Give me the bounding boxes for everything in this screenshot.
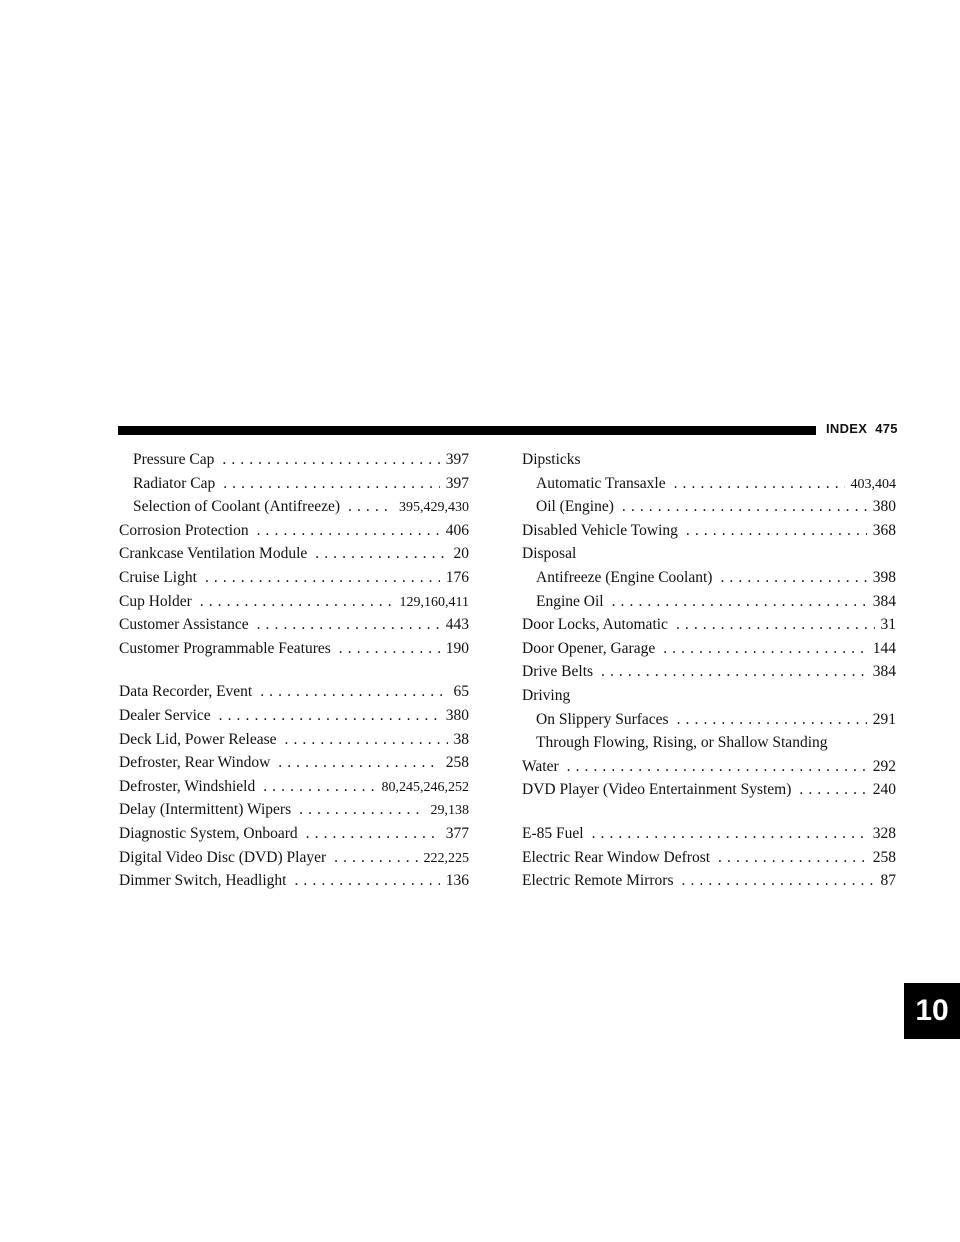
entry-page-ref: 291: [872, 710, 896, 728]
dot-leader: [348, 498, 393, 516]
header-page-number: 475: [875, 421, 898, 436]
entry-label: DVD Player (Video Entertainment System): [522, 781, 792, 799]
index-entry: [119, 849, 469, 873]
entry-page-ref: 38: [453, 730, 469, 748]
chapter-tab: 10: [904, 983, 960, 1039]
index-entry: [119, 498, 469, 522]
index-entry: [522, 758, 896, 782]
entry-label: Selection of Coolant (Antifreeze): [133, 498, 341, 516]
index-heading: Through Flowing, Rising, or Shallow Standing: [536, 734, 828, 752]
entry-label: Electric Rear Window Defrost: [522, 848, 711, 866]
entry-label: E-85 Fuel: [522, 824, 584, 842]
entry-page-ref: 80,245,246,252: [381, 779, 469, 795]
index-entry: [522, 825, 896, 849]
dot-leader: [260, 683, 447, 701]
entry-page-ref: 129,160,411: [399, 594, 469, 610]
entry-page-ref: 368: [872, 521, 896, 539]
entry-label: Crankcase Ventilation Module: [119, 545, 308, 563]
dot-leader: [592, 825, 867, 843]
dot-leader: [718, 849, 867, 867]
dot-leader: [200, 593, 394, 611]
dot-leader: [682, 872, 875, 890]
entry-label: Disabled Vehicle Towing: [522, 521, 678, 539]
entry-page-ref: 258: [872, 848, 896, 866]
dot-leader: [285, 731, 448, 749]
entry-page-ref: 443: [445, 616, 469, 634]
entry-page-ref: 65: [453, 683, 469, 701]
index-entry: [119, 451, 469, 475]
index-entry: [522, 849, 896, 873]
entry-page-ref: 87: [880, 872, 896, 890]
entry-page-ref: 292: [872, 757, 896, 775]
index-column-right: [522, 451, 896, 896]
dot-leader: [315, 545, 447, 563]
index-entry: [119, 522, 469, 546]
entry-label: Drive Belts: [522, 663, 594, 681]
entry-page-ref: 29,138: [430, 803, 469, 819]
entry-label: Water: [522, 757, 559, 775]
dot-leader: [278, 754, 439, 772]
entry-page-ref: 222,225: [423, 850, 469, 866]
entry-page-ref: 240: [872, 781, 896, 799]
entry-label: Radiator Cap: [133, 474, 216, 492]
index-entry: [522, 498, 896, 522]
entry-label: Door Opener, Garage: [522, 639, 656, 657]
entry-page-ref: 31: [880, 616, 896, 634]
index-entry: [522, 663, 896, 687]
index-entry: [522, 569, 896, 593]
dot-leader: [622, 498, 867, 516]
index-entry: [522, 640, 896, 664]
entry-label: Engine Oil: [536, 592, 604, 610]
dot-leader: [223, 475, 440, 493]
index-entry: [522, 475, 896, 499]
index-entry: [119, 593, 469, 617]
index-entry: [119, 640, 469, 664]
dot-leader: [219, 707, 440, 725]
entry-page-ref: 397: [445, 474, 469, 492]
entry-page-ref: 328: [872, 824, 896, 842]
dot-leader: [339, 640, 440, 658]
entry-page-ref: 176: [445, 568, 469, 586]
entry-page-ref: 144: [872, 639, 896, 657]
index-entry: [119, 872, 469, 896]
entry-label: Delay (Intermittent) Wipers: [119, 801, 292, 819]
index-entry: [119, 731, 469, 755]
dot-leader: [677, 711, 867, 729]
index-heading: Driving: [522, 686, 571, 704]
entry-label: Corrosion Protection: [119, 521, 249, 539]
index-entry: [522, 522, 896, 546]
index-entry: [119, 707, 469, 731]
entry-page-ref: 380: [445, 706, 469, 724]
entry-page-ref: 395,429,430: [399, 500, 469, 516]
index-entry: [522, 781, 896, 805]
index-entry: [119, 545, 469, 569]
entry-page-ref: 136: [445, 872, 469, 890]
index-entry: [119, 778, 469, 802]
entry-page-ref: 380: [872, 498, 896, 516]
index-column-left: [119, 451, 469, 896]
dot-leader: [663, 640, 867, 658]
entry-page-ref: 258: [445, 754, 469, 772]
entry-label: Antifreeze (Engine Coolant): [536, 568, 713, 586]
dot-leader: [612, 593, 867, 611]
entry-page-ref: 190: [445, 639, 469, 657]
dot-leader: [299, 801, 424, 819]
index-entry: [119, 569, 469, 593]
entry-label: Automatic Transaxle: [536, 474, 666, 492]
dot-leader: [334, 849, 417, 867]
dot-leader: [257, 522, 440, 540]
dot-leader: [222, 451, 439, 469]
dot-leader: [676, 616, 875, 634]
entry-page-ref: 384: [872, 663, 896, 681]
entry-gap: [119, 663, 469, 683]
entry-label: Defroster, Windshield: [119, 777, 256, 795]
header-rule: [118, 426, 816, 435]
index-entry: [522, 616, 896, 640]
entry-page-ref: 397: [445, 451, 469, 468]
entry-label: Oil (Engine): [536, 498, 614, 516]
entry-label: Diagnostic System, Onboard: [119, 824, 298, 842]
dot-leader: [567, 758, 867, 776]
entry-label: Deck Lid, Power Release: [119, 730, 277, 748]
entry-label: Data Recorder, Event: [119, 683, 253, 701]
header-section: INDEX: [826, 421, 868, 436]
index-entry: [119, 754, 469, 778]
index-entry: [119, 616, 469, 640]
dot-leader: [205, 569, 440, 587]
entry-label: Cruise Light: [119, 568, 197, 586]
index-entry: [119, 825, 469, 849]
entry-label: Defroster, Rear Window: [119, 754, 271, 772]
index-entry: [119, 801, 469, 825]
index-entry: [522, 593, 896, 617]
entry-page-ref: 403,404: [850, 476, 896, 492]
entry-label: Door Locks, Automatic: [522, 616, 668, 634]
dot-leader: [686, 522, 867, 540]
entry-page-ref: 20: [453, 545, 469, 563]
dot-leader: [601, 663, 867, 681]
dot-leader: [263, 778, 375, 796]
entry-page-ref: 398: [872, 568, 896, 586]
index-heading: Dipsticks: [522, 451, 581, 468]
dot-leader: [306, 825, 440, 843]
entry-page-ref: 377: [445, 824, 469, 842]
entry-label: Pressure Cap: [133, 451, 215, 468]
index-entry: [119, 475, 469, 499]
entry-page-ref: 384: [872, 592, 896, 610]
entry-label: Digital Video Disc (DVD) Player: [119, 848, 327, 866]
index-entry: [522, 711, 896, 735]
entry-label: Dimmer Switch, Headlight: [119, 872, 287, 890]
entry-page-ref: 406: [445, 521, 469, 539]
entry-label: Customer Assistance: [119, 616, 249, 634]
dot-leader: [799, 781, 866, 799]
index-entry: [522, 872, 896, 896]
dot-leader: [294, 872, 439, 890]
dot-leader: [257, 616, 440, 634]
entry-label: Cup Holder: [119, 592, 192, 610]
index-entry: [119, 683, 469, 707]
entry-label: On Slippery Surfaces: [536, 710, 669, 728]
dot-leader: [674, 475, 845, 493]
entry-label: Dealer Service: [119, 706, 211, 724]
entry-label: Customer Programmable Features: [119, 639, 331, 657]
dot-leader: [720, 569, 866, 587]
page-header: [826, 421, 898, 436]
entry-gap: [522, 805, 896, 825]
index-heading: Disposal: [522, 545, 577, 563]
entry-label: Electric Remote Mirrors: [522, 872, 674, 890]
